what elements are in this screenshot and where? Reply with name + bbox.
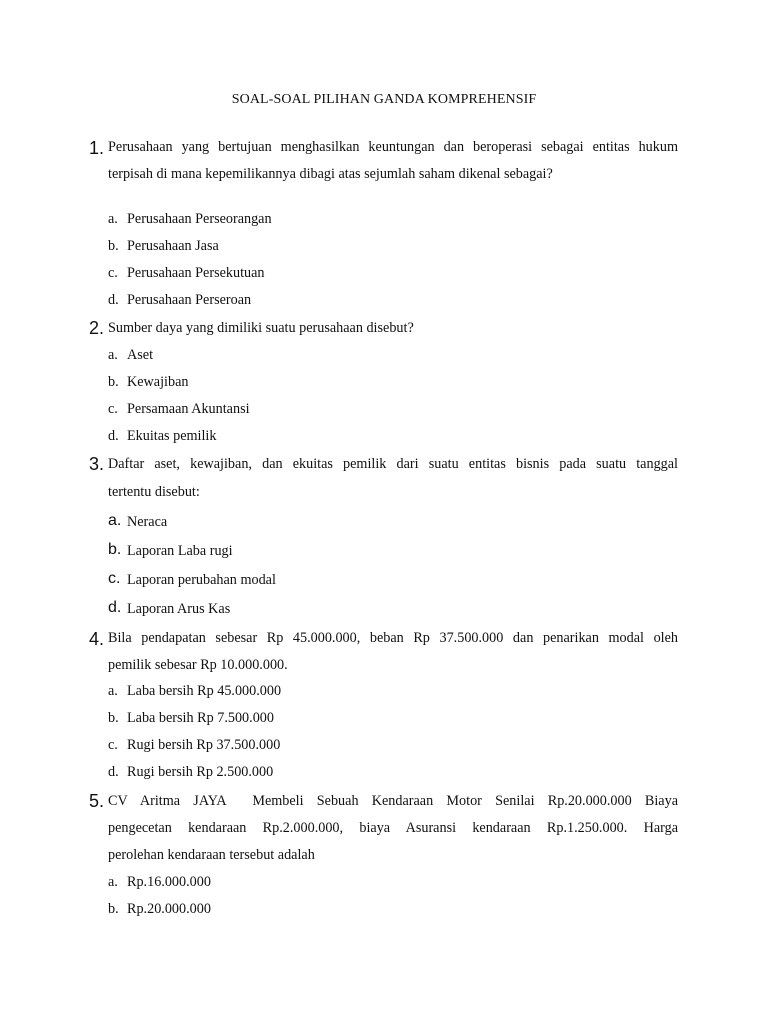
question-number: 5. — [89, 791, 105, 811]
option-text: Laba bersih Rp 7.500.000 — [127, 710, 274, 726]
option-letter: d. — [108, 292, 119, 308]
question-text-line: Daftar aset, kewajiban, dan ekuitas pemilik dari suatu entitas bisnis pada suatu tanggal — [108, 456, 678, 472]
option-letter: d. — [108, 428, 119, 444]
option-text: Perusahaan Jasa — [127, 238, 219, 254]
option-letter: b. — [108, 901, 119, 917]
page-title: SOAL-SOAL PILIHAN GANDA KOMPREHENSIF — [231, 92, 537, 107]
option-text: Laporan Laba rugi — [127, 543, 233, 559]
option-letter: d. — [108, 764, 119, 780]
question-text-line: pemilik sebesar Rp 10.000.000. — [108, 657, 288, 673]
question-number: 4. — [89, 629, 105, 649]
option-text: Persamaan Akuntansi — [127, 401, 250, 417]
option-letter: a. — [108, 211, 118, 227]
option-text: Perusahaan Persekutuan — [127, 265, 265, 281]
question-number: 2. — [89, 318, 105, 338]
question-text-line: CV Aritma JAYA Membeli Sebuah Kendaraan Motor Senilai Rp.20.000.000 Biaya — [108, 793, 678, 809]
option-letter: a. — [108, 347, 118, 363]
question-text-line: terpisah di mana kepemilikannya dibagi atas sejumlah saham dikenal sebagai? — [108, 166, 553, 182]
option-letter: a. — [108, 874, 118, 890]
question-text-line: Bila pendapatan sebesar Rp 45.000.000, beban Rp 37.500.000 dan penarikan modal oleh — [108, 630, 678, 646]
option-text: Perusahaan Perseroan — [127, 292, 252, 308]
question-text-line: Sumber daya yang dimiliki suatu perusahaan disebut? — [108, 320, 414, 336]
option-text: Neraca — [127, 514, 168, 530]
option-text: Aset — [127, 347, 154, 363]
option-letter: c. — [108, 265, 118, 281]
option-letter: c. — [108, 401, 118, 417]
option-text: Rp.16.000.000 — [127, 874, 211, 890]
question-text-line: Perusahaan yang bertujuan menghasilkan keuntungan dan beroperasi sebagai entitas hukum — [108, 139, 678, 155]
question-number: 3. — [89, 454, 105, 474]
question-text-line: tertentu disebut: — [108, 484, 200, 500]
option-letter: c. — [108, 570, 121, 587]
question-number: 1. — [89, 138, 105, 158]
option-text: Ekuitas pemilik — [127, 428, 217, 444]
option-letter: b. — [108, 541, 122, 558]
option-letter: a. — [108, 683, 118, 699]
question-text-line: pengecetan kendaraan Rp.2.000.000, biaya Asuransi kendaraan Rp.1.250.000. Harga — [108, 820, 678, 836]
option-letter: d. — [108, 599, 122, 616]
option-text: Rugi bersih Rp 2.500.000 — [127, 764, 274, 780]
option-letter: b. — [108, 238, 119, 254]
option-letter: a. — [108, 512, 122, 529]
option-letter: b. — [108, 374, 119, 390]
option-text: Perusahaan Perseorangan — [127, 211, 272, 227]
option-text: Rugi bersih Rp 37.500.000 — [127, 737, 281, 753]
option-letter: b. — [108, 710, 119, 726]
option-text: Laba bersih Rp 45.000.000 — [127, 683, 282, 699]
option-text: Rp.20.000.000 — [127, 901, 211, 917]
option-text: Laporan Arus Kas — [127, 601, 231, 617]
option-text: Kewajiban — [127, 374, 189, 390]
option-text: Laporan perubahan modal — [127, 572, 276, 588]
option-letter: c. — [108, 737, 118, 753]
question-text-line: perolehan kendaraan tersebut adalah — [108, 847, 315, 863]
